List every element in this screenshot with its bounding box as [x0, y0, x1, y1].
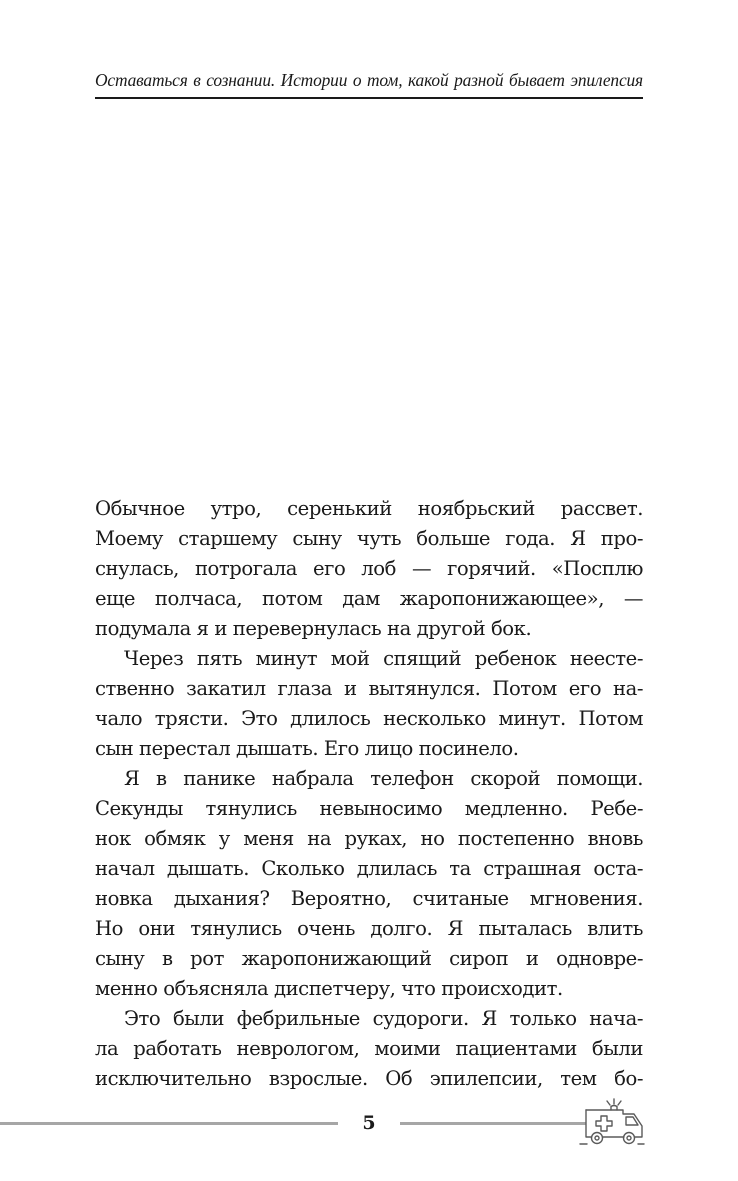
body-text [95, 494, 643, 1094]
text-line: подумала я и перевернулась на другой бок. [95, 617, 532, 640]
text-line: исключительно взрослые. Об эпилепсии, тем бо- [95, 1067, 643, 1090]
page-number: 5 [362, 1112, 376, 1134]
text-line: Это были фебрильные судороги. Я только нача- [124, 1007, 643, 1030]
text-line: сын перестал дышать. Его лицо посинело. [95, 737, 519, 760]
footer-rule-left [0, 1122, 338, 1125]
text-line: новка дыхания? Вероятно, считаные мгновения. [95, 887, 643, 910]
ambulance-icon [578, 1095, 646, 1147]
text-line: нок обмяк у меня на руках, но постепенно вновь [95, 827, 643, 850]
text-line: Моему старшему сыну чуть больше года. Я про- [95, 527, 643, 550]
running-header: Оставаться в сознании. Истории о том, какой разной бывает эпилепсия [95, 70, 643, 90]
text-line: Обычное утро, серенький ноябрьский рассвет. [95, 497, 643, 520]
text-line: ла работать неврологом, моими пациентами были [95, 1037, 643, 1060]
text-line: Но они тянулись очень долго. Я пыталась влить [95, 917, 643, 940]
text-line: еще полчаса, потом дам жаропонижающее», — [95, 587, 643, 610]
header-rule [95, 97, 643, 99]
text-line: Через пять минут мой спящий ребенок неесте- [124, 647, 643, 670]
text-line: менно объясняла диспетчеру, что происходит. [95, 977, 563, 1000]
text-line: начал дышать. Сколько длилась та страшная оста- [95, 857, 643, 880]
footer-rule-right [400, 1122, 586, 1125]
text-line: Я в панике набрала телефон скорой помощи. [124, 767, 643, 790]
text-line: снулась, потрогала его лоб — горячий. «Посплю [95, 557, 643, 580]
text-line: Секунды тянулись невыносимо медленно. Ребе- [95, 797, 643, 820]
text-line: чало трясти. Это длилось несколько минут. Потом [95, 707, 643, 730]
text-line: ственно закатил глаза и вытянулся. Потом его на- [95, 677, 643, 700]
text-line: сыну в рот жаропонижающий сироп и одновре- [95, 947, 643, 970]
